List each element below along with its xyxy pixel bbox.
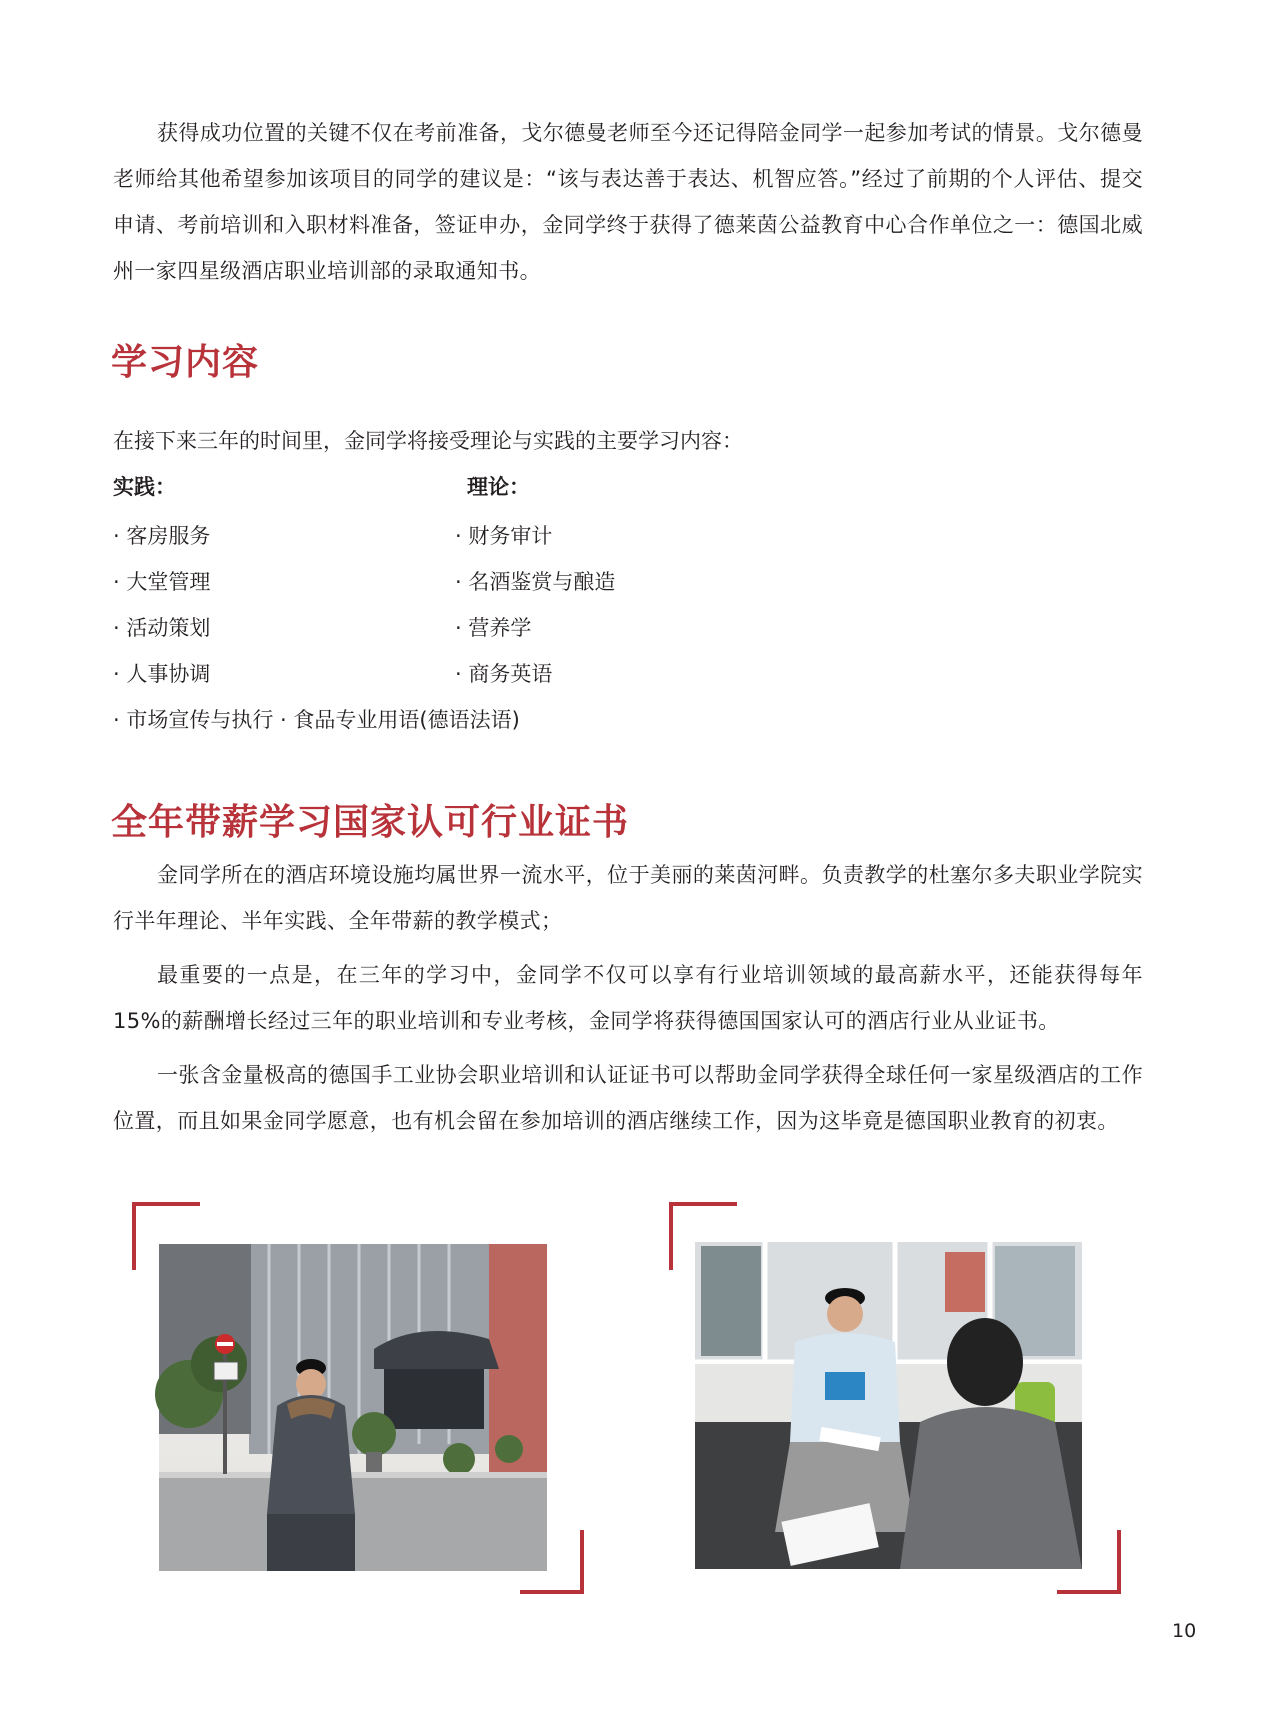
theory-item: · 财务审计 xyxy=(455,524,553,548)
practice-item: · 人事协调 xyxy=(113,662,211,686)
theory-item: · 营养学 xyxy=(455,616,532,640)
intro-paragraph: 获得成功位置的关键不仅在考前准备，戈尔德曼老师至今还记得陪金同学一起参加考试的情景。戈尔德曼老师给其他希望参加该项目的同学的建议是：“该与表达善于表达、机智应答。”经过了前期的个人评估、提交申请、考前培训和入职材料准备，签证申办，金同学终于获得了德莱茵公益教育中心合作单位之一：德国北威州一家四星级酒店职业培训部的录取通知书。 xyxy=(113,121,1143,283)
paid-training-paragraph-2: 最重要的一点是，在三年的学习中，金同学不仅可以享有行业培训领域的最高薪水平，还能获得每年15%的薪酬增长经过三年的职业培训和专业考核，金同学将获得德国国家认可的酒店行业从业证书。 xyxy=(113,963,1143,1033)
paid-training-paragraph-1: 金同学所在的酒店环境设施均属世界一流水平，位于美丽的莱茵河畔。负责教学的杜塞尔多夫职业学院实行半年理论、半年实践、全年带薪的教学模式； xyxy=(113,863,1143,933)
section-title-study-content: 学习内容 xyxy=(111,342,260,383)
practice-item: · 大堂管理 xyxy=(113,570,211,594)
practice-item-last: · 市场宣传与执行 · 食品专业用语(德语法语) xyxy=(113,708,520,732)
paid-training-paragraph-3: 一张含金量极高的德国手工业协会职业培训和认证证书可以帮助金同学获得全球任何一家星级酒店的工作位置，而且如果金同学愿意，也有机会留在参加培训的酒店继续工作，因为这毕竟是德国职业教育的初衷。 xyxy=(113,1063,1143,1133)
practice-item: · 客房服务 xyxy=(113,524,211,548)
theory-item: · 名酒鉴赏与酿造 xyxy=(455,570,616,594)
photo-interview xyxy=(667,1200,1127,1600)
hotel-exterior-image xyxy=(130,1200,590,1600)
interview-image xyxy=(667,1200,1127,1600)
theory-heading: 理论： xyxy=(467,475,530,499)
theory-item: · 商务英语 xyxy=(455,662,553,686)
page-number: 10 xyxy=(1172,1620,1197,1642)
practice-item: · 活动策划 xyxy=(113,616,211,640)
study-content-intro: 在接下来三年的时间里，金同学将接受理论与实践的主要学习内容： xyxy=(113,429,743,453)
section-title-paid-training: 全年带薪学习国家认可行业证书 xyxy=(111,802,630,843)
photo-hotel-exterior xyxy=(130,1200,590,1600)
practice-heading: 实践： xyxy=(113,475,176,499)
